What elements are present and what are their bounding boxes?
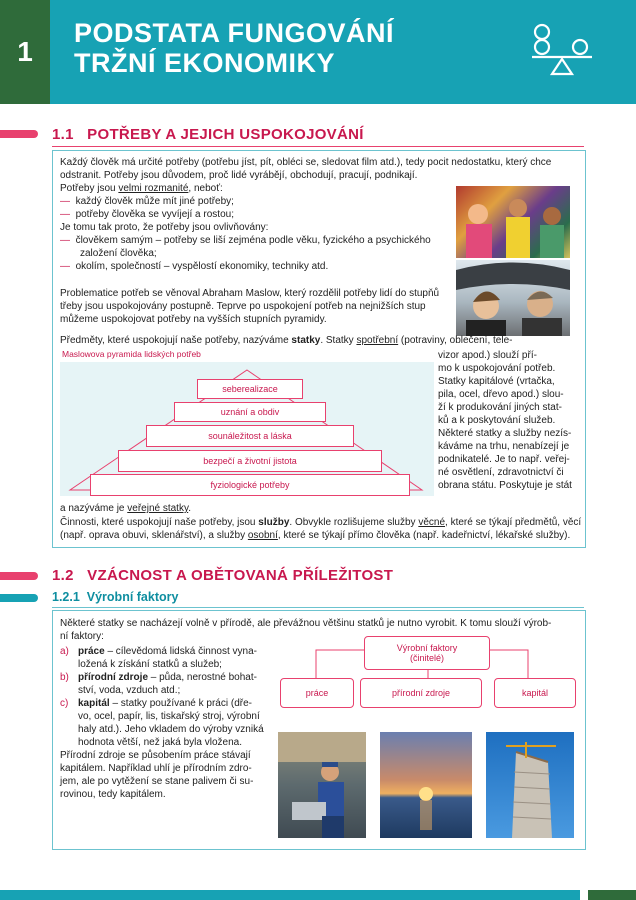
text: Činnosti, které uspokojují naše potřeby, jsou bbox=[60, 517, 259, 528]
bold-term: statky bbox=[291, 335, 321, 346]
text-line: můžeme uspokojovat potřeby na vyšších stupních pyramidy. bbox=[60, 314, 327, 325]
text: – půda, nerostné bohat- bbox=[148, 672, 257, 683]
text-line: kapitálem. Například uhlí je přírodním zdro- bbox=[60, 763, 252, 774]
factor-item bbox=[60, 697, 270, 749]
right-column-text bbox=[438, 349, 578, 492]
text: (např. oprava obuvi, sklenářství), a služby bbox=[60, 530, 248, 541]
pyramid-tier-4: bezpečí a životní jistota bbox=[118, 450, 382, 472]
services-paragraph bbox=[60, 516, 582, 542]
diagram-node-prace: práce bbox=[280, 678, 354, 708]
sunset-photo bbox=[380, 732, 472, 838]
needs-block bbox=[60, 182, 450, 273]
public-goods-line bbox=[60, 502, 580, 515]
market-photo bbox=[456, 186, 570, 258]
text-line: rovinou, tedy kapitálem. bbox=[60, 789, 166, 800]
subsection-divider bbox=[52, 607, 584, 608]
text: a nazýváme je bbox=[60, 503, 128, 514]
pyramid-tier-3: sounáležitost a láska bbox=[146, 425, 354, 447]
text: Je tomu tak proto, že potřeby jsou ovlivňovány: bbox=[60, 222, 269, 233]
car-photo bbox=[456, 260, 570, 336]
list-item: okolím, společností – vyspělostí ekonomiky, techniky atd. bbox=[75, 261, 329, 272]
pyramid-caption: Maslowova pyramida lidských potřeb bbox=[62, 349, 201, 359]
factor-item bbox=[60, 671, 270, 697]
text: Předměty, které uspokojují naše potřeby, nazýváme bbox=[60, 335, 292, 346]
item-letter: a) bbox=[60, 646, 69, 657]
title-line-1: PODSTATA FUNGOVÁNÍ bbox=[74, 18, 394, 48]
text-line: ní faktory: bbox=[60, 631, 104, 642]
chapter-number: 1 bbox=[0, 0, 50, 104]
section-number: 1.1 bbox=[52, 126, 74, 143]
subsection-title: Výrobní faktory bbox=[86, 590, 179, 604]
section-number: 1.2 bbox=[52, 567, 74, 584]
text-line: vizor apod.) slouží pří- bbox=[438, 350, 537, 361]
paragraph-intro: Každý člověk má určité potřeby (potřebu jíst, pít, obléci se, sledovat film atd.), tedy pocit nedostatku, který chce odstranit. Potřeby jsou důvodem, proč lidé vyrábějí, obchodují, pracují, podnikají. bbox=[60, 157, 552, 181]
text: . bbox=[188, 503, 191, 514]
text-line: káváme na trhu, nenabízejí je bbox=[438, 441, 570, 452]
closing-paragraph bbox=[60, 749, 270, 801]
text: , které se týkají přímo člověka (např. kadeřnictví, lékařské služby). bbox=[277, 530, 571, 541]
diagram-root bbox=[364, 636, 490, 670]
item-letter: b) bbox=[60, 672, 69, 683]
text: Potřeby jsou bbox=[60, 183, 119, 194]
diagram-node-kapital: kapitál bbox=[494, 678, 576, 708]
underlined-term: velmi rozmanité bbox=[118, 183, 189, 194]
text-line: né osvětlení, zdravotnictví či bbox=[438, 467, 564, 478]
balance-scale-icon bbox=[528, 22, 596, 82]
worker-photo bbox=[278, 732, 366, 838]
item-letter: c) bbox=[60, 698, 69, 709]
pyramid-tier-2: uznání a obdiv bbox=[174, 402, 326, 422]
text-line: pila, ocel, dřevo apod.) slou- bbox=[438, 389, 564, 400]
section-divider bbox=[52, 146, 584, 147]
text-line: Některé statky se nacházejí volně v přírodě, ale převážnou většinu statků je nutno vyrobit. K tomu slouží výrob- bbox=[60, 618, 552, 629]
text: , neboť: bbox=[188, 183, 223, 194]
list-item: každý člověk může mít jiné potřeby; bbox=[75, 196, 234, 207]
text-line: mo k uspokojování potřeb. bbox=[438, 363, 556, 374]
text: . Statky bbox=[320, 335, 357, 346]
page-title bbox=[74, 18, 394, 78]
underlined-term: věcné bbox=[418, 517, 446, 528]
dash-bullet: — bbox=[60, 209, 70, 220]
list-item-cont: založení člověka; bbox=[80, 248, 157, 259]
dash-bullet: — bbox=[60, 235, 70, 246]
title-line-2: TRŽNÍ EKONOMIKY bbox=[74, 48, 335, 78]
diagram-root-subtitle: (činitelé) bbox=[409, 653, 444, 663]
text: ložená k získání statků a služeb; bbox=[78, 659, 222, 670]
footer-accent bbox=[588, 890, 636, 900]
section-heading bbox=[52, 126, 364, 143]
factor-term: kapitál bbox=[78, 698, 110, 709]
factor-term: práce bbox=[78, 646, 105, 657]
footer-bar bbox=[0, 890, 580, 900]
factor-term: přírodní zdroje bbox=[78, 672, 148, 683]
factors-list bbox=[60, 645, 270, 801]
text: hodnota větší, než jaká byla vložena. bbox=[78, 737, 242, 748]
text: haly atd.). Jeho vkladem do výroby vzniká bbox=[78, 724, 264, 735]
text-line: jem, ale po vytěžení se stane palivem či su- bbox=[60, 776, 254, 787]
section-marker bbox=[0, 130, 38, 138]
diagram-root-title: Výrobní faktory bbox=[396, 643, 458, 653]
dash-bullet: — bbox=[60, 196, 70, 207]
text: ství, voda, vzduch atd.; bbox=[78, 685, 181, 696]
pyramid-tier-1: seberealizace bbox=[197, 379, 303, 399]
section-heading bbox=[52, 567, 393, 584]
text-line: Přírodní zdroje se působením práce stávají bbox=[60, 750, 251, 761]
subsection-marker bbox=[0, 594, 38, 602]
text: – cílevědomá lidská činnost vyna- bbox=[104, 646, 257, 657]
diagram-node-prirodni-zdroje: přírodní zdroje bbox=[360, 678, 482, 708]
section-title: VZÁCNOST A OBĚTOVANÁ PŘÍLEŽITOST bbox=[87, 567, 394, 584]
factor-item bbox=[60, 645, 270, 671]
pyramid-tier-5: fyziologické potřeby bbox=[90, 474, 410, 496]
list-item: člověkem samým – potřeby se liší zejména podle věku, fyzického a psychického bbox=[75, 235, 431, 246]
maslow-paragraph bbox=[60, 287, 460, 326]
text-line: obrana státu. Poskytuje je stát bbox=[438, 480, 572, 491]
dash-bullet: — bbox=[60, 261, 70, 272]
text-line: Některé statky a služby nezís- bbox=[438, 428, 572, 439]
text-line: podnikatelé. Je to např. veřej- bbox=[438, 454, 570, 465]
section-title: POTŘEBY A JEJICH USPOKOJOVÁNÍ bbox=[87, 126, 364, 143]
subsection-number: 1.2.1 bbox=[52, 590, 80, 604]
underlined-term: veřejné statky bbox=[127, 503, 189, 514]
text-line: Problematice potřeb se věnoval Abraham Maslow, který rozdělil potřeby lidí do stupňů bbox=[60, 288, 440, 299]
text-line: třeby jsou uspokojovány postupně. Teprve po uspokojení potřeb na nejnižších stup bbox=[60, 301, 426, 312]
bold-term: služby bbox=[258, 517, 290, 528]
underlined-term: spotřební bbox=[356, 335, 399, 346]
text-line: ží k produkování jiných stat- bbox=[438, 402, 562, 413]
section-marker bbox=[0, 572, 38, 580]
list-item: potřeby člověka se vyvíjejí a rostou; bbox=[75, 209, 234, 220]
statky-line bbox=[60, 334, 580, 347]
text: vo, ocel, papír, lis, tiskařský stroj, výrobní bbox=[78, 711, 260, 722]
text-line: Statky kapitálové (vrtačka, bbox=[438, 376, 555, 387]
subsection-heading bbox=[52, 590, 178, 604]
text-line: ků a k poskytování služeb. bbox=[438, 415, 556, 426]
text: – statky používané k práci (dře- bbox=[109, 698, 252, 709]
construction-photo bbox=[486, 732, 574, 838]
text: (potraviny, oblečení, tele- bbox=[398, 335, 513, 346]
text: . Obvykle rozlišujeme služby bbox=[289, 517, 419, 528]
text: , které se týkají předmětů, věcí bbox=[445, 517, 582, 528]
underlined-term: osobní bbox=[247, 530, 278, 541]
